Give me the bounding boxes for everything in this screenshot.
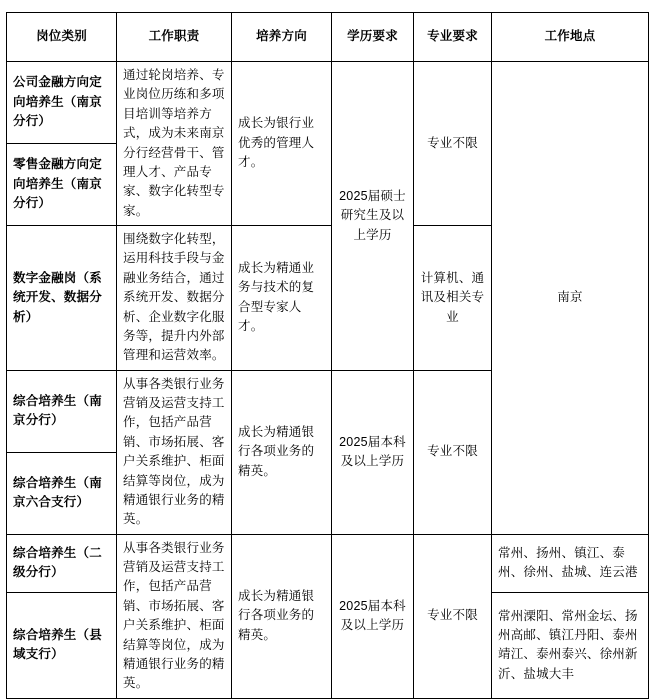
column-header-education: 学历要求 [332, 13, 414, 62]
cell-duty: 从事各类银行业务营销及运营支持工作，包括产品营销、市场拓展、客户关系维护、柜面结算等岗位，成为精通银行业务的精英。 [117, 370, 232, 534]
cell-category: 综合培养生（南京六合支行） [7, 452, 117, 534]
cell-major: 专业不限 [414, 370, 492, 534]
cell-education: 2025届本科及以上学历 [332, 534, 414, 698]
cell-direction: 成长为精通银行各项业务的精英。 [232, 534, 332, 698]
cell-location: 常州、扬州、镇江、泰州、徐州、盐城、连云港 [492, 534, 649, 592]
column-header-major: 专业要求 [414, 13, 492, 62]
cell-duty: 围绕数字化转型，运用科技手段与金融业务结合，通过系统开发、数据分析、企业数字化服务等，提升内外部管理和运营效率。 [117, 226, 232, 371]
cell-education: 2025届本科及以上学历 [332, 370, 414, 534]
cell-location: 南京 [492, 62, 649, 535]
cell-direction: 成长为银行业优秀的管理人才。 [232, 62, 332, 226]
table-body [7, 62, 649, 699]
column-header-duty: 工作职责 [117, 13, 232, 62]
cell-education: 2025届硕士研究生及以上学历 [332, 62, 414, 371]
cell-category: 公司金融方向定向培养生（南京分行） [7, 62, 117, 144]
table-row [7, 534, 649, 592]
table-header [7, 13, 649, 62]
cell-category: 零售金融方向定向培养生（南京分行） [7, 144, 117, 226]
cell-location: 常州溧阳、常州金坛、扬州高邮、镇江丹阳、泰州靖江、泰州泰兴、徐州新沂、盐城大丰 [492, 592, 649, 698]
cell-major: 专业不限 [414, 62, 492, 226]
column-header-category: 岗位类别 [7, 13, 117, 62]
table-row [7, 62, 649, 144]
table-header-row [7, 13, 649, 62]
cell-duty: 从事各类银行业务营销及运营支持工作，包括产品营销、市场拓展、客户关系维护、柜面结算等岗位，成为精通银行业务的精英。 [117, 534, 232, 698]
cell-category: 综合培养生（南京分行） [7, 370, 117, 452]
cell-direction: 成长为精通银行各项业务的精英。 [232, 370, 332, 534]
cell-major: 计算机、通讯及相关专业 [414, 226, 492, 371]
cell-category: 综合培养生（县域支行） [7, 592, 117, 698]
cell-duty: 通过轮岗培养、专业岗位历练和多项目培训等培养方式，成为未来南京分行经营骨干、管理人才、产品专家、数字化转型专家。 [117, 62, 232, 226]
column-header-location: 工作地点 [492, 13, 649, 62]
cell-category: 数字金融岗（系统开发、数据分析） [7, 226, 117, 371]
recruitment-positions-table [6, 12, 649, 699]
cell-category: 综合培养生（二级分行） [7, 534, 117, 592]
cell-direction: 成长为精通业务与技术的复合型专家人才。 [232, 226, 332, 371]
cell-major: 专业不限 [414, 534, 492, 698]
column-header-direction: 培养方向 [232, 13, 332, 62]
